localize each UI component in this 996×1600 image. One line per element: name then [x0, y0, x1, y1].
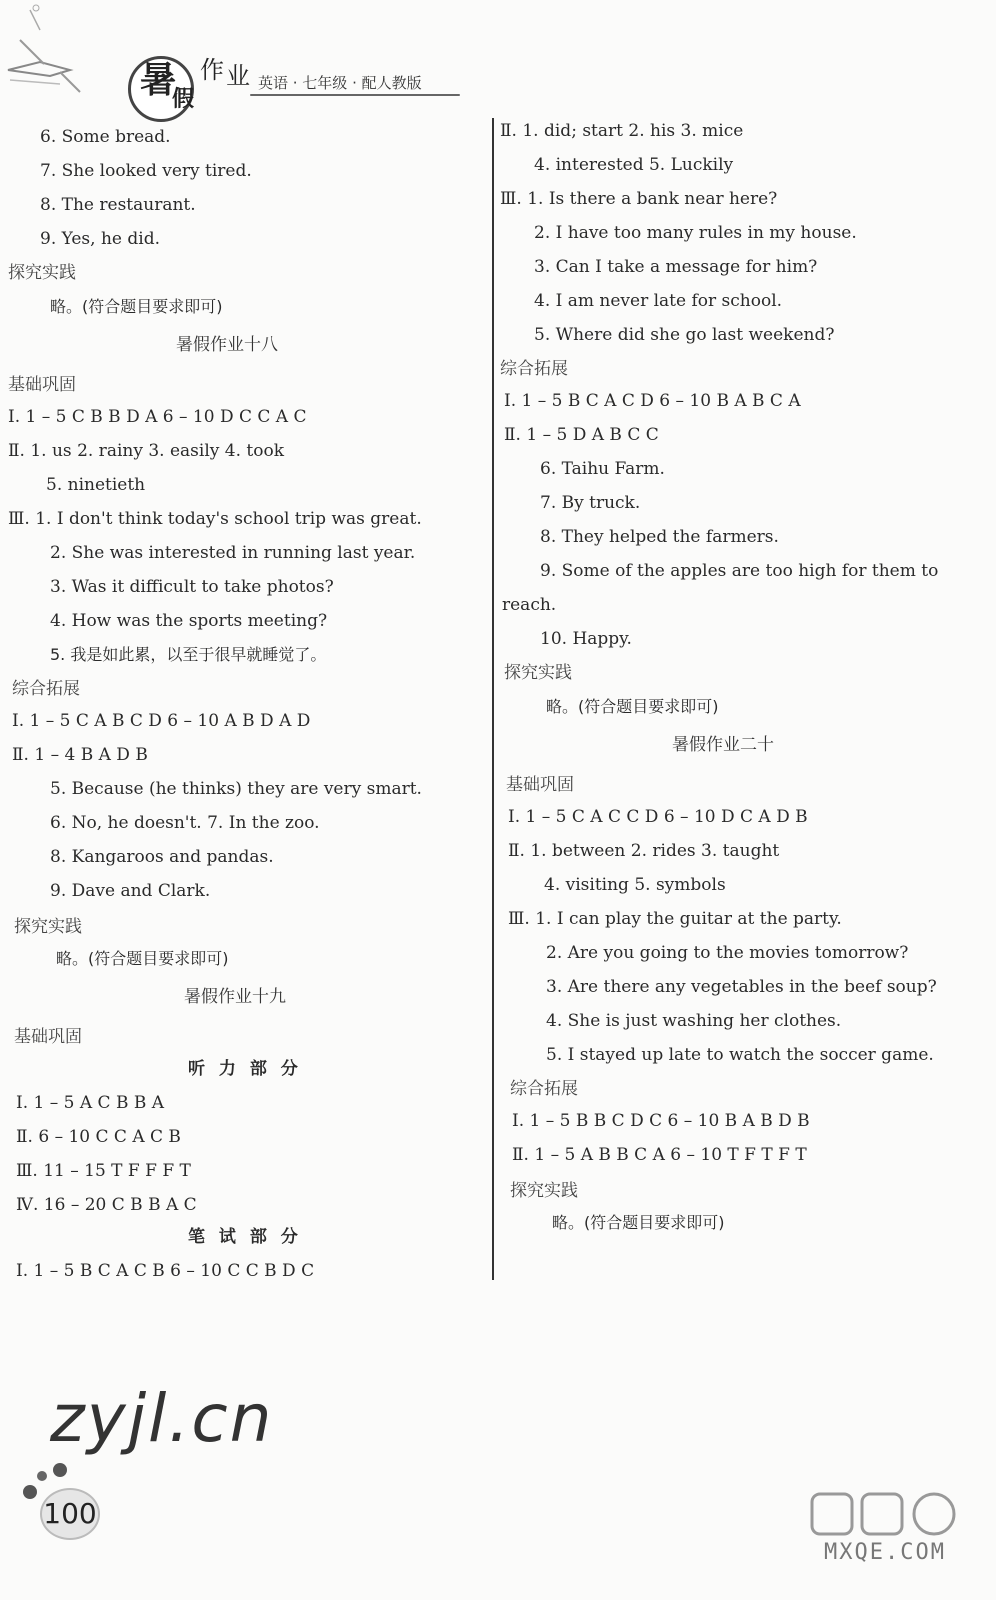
- answer-line: 5. 我是如此累，以至于很早就睡觉了。: [50, 645, 327, 664]
- answer-line: reach.: [502, 595, 557, 615]
- answer-line: Ⅱ. 1 – 5 A B B C A 6 – 10 T F T F T: [512, 1145, 807, 1165]
- logo-char-zuo: 作: [200, 56, 224, 84]
- assignment-title: 暑假作业十九: [184, 987, 286, 1007]
- logo-char-shu: 暑: [140, 59, 177, 101]
- answer-line: 2. I have too many rules in my house.: [534, 223, 857, 243]
- section-heading: 基础巩固: [8, 375, 76, 395]
- answer-line: Ⅲ. 11 – 15 T F F F T: [16, 1161, 191, 1181]
- answer-line: 5. I stayed up late to watch the soccer game.: [546, 1045, 934, 1065]
- column-divider: [492, 118, 494, 1280]
- assignment-title: 暑假作业十八: [176, 335, 278, 355]
- answer-line: 9. Yes, he did.: [40, 229, 160, 249]
- answer-line: Ⅲ. 1. I can play the guitar at the party.: [508, 909, 842, 929]
- part-heading: 听 力 部 分: [188, 1059, 302, 1079]
- answer-line: 略。(符合题目要求即可): [546, 697, 719, 716]
- answer-line: 2. Are you going to the movies tomorrow?: [546, 943, 909, 963]
- part-heading: 笔 试 部 分: [188, 1227, 302, 1247]
- answer-line: 8. The restaurant.: [40, 195, 196, 215]
- answer-line: Ⅱ. 1. between 2. rides 3. taught: [508, 841, 780, 861]
- header-subtitle: 英语 · 七年级 · 配人教版: [258, 74, 422, 92]
- section-heading: 探究实践: [8, 263, 76, 283]
- answer-line: Ⅰ. 1 – 5 B B C D C 6 – 10 B A B D B: [512, 1111, 810, 1131]
- answer-line: Ⅱ. 1 – 4 B A D B: [12, 745, 148, 765]
- answer-line: Ⅳ. 16 – 20 C B B A C: [16, 1195, 197, 1215]
- answer-line: 8. Kangaroos and pandas.: [50, 847, 274, 867]
- answer-line: Ⅰ. 1 – 5 C A B C D 6 – 10 A B D A D: [12, 711, 311, 731]
- section-heading: 探究实践: [14, 917, 82, 937]
- answer-line: 略。(符合题目要求即可): [56, 949, 229, 968]
- section-heading: 探究实践: [504, 663, 572, 683]
- answer-line: Ⅱ. 1 – 5 D A B C C: [504, 425, 659, 445]
- answer-line: 6. Taihu Farm.: [540, 459, 665, 479]
- section-heading: 基础巩固: [14, 1027, 82, 1047]
- answer-line: 3. Was it difficult to take photos?: [50, 577, 334, 597]
- answer-line: 略。(符合题目要求即可): [552, 1213, 725, 1232]
- answer-line: 4. She is just washing her clothes.: [546, 1011, 842, 1031]
- section-heading: 综合拓展: [500, 359, 568, 379]
- answer-line: 5. ninetieth: [46, 475, 146, 495]
- assignment-title: 暑假作业二十: [672, 735, 774, 755]
- section-heading: 基础巩固: [506, 775, 574, 795]
- answer-line: Ⅲ. 1. Is there a bank near here?: [500, 189, 778, 209]
- section-heading: 探究实践: [510, 1181, 578, 1201]
- answer-line: 7. She looked very tired.: [40, 161, 252, 181]
- answer-line: 6. No, he doesn't. 7. In the zoo.: [50, 813, 320, 833]
- answer-line: Ⅲ. 1. I don't think today's school trip was great.: [8, 509, 422, 529]
- answer-line: Ⅰ. 1 – 5 B C A C D 6 – 10 B A B C A: [504, 391, 801, 411]
- logo-char-ye: 业: [226, 62, 250, 90]
- section-heading: 综合拓展: [510, 1079, 578, 1099]
- answer-line: 5. Where did she go last weekend?: [534, 325, 835, 345]
- answer-line: 4. How was the sports meeting?: [50, 611, 328, 631]
- answer-line: 8. They helped the farmers.: [540, 527, 779, 547]
- answer-line: Ⅰ. 1 – 5 A C B B A: [16, 1093, 165, 1113]
- answer-line: 4. I am never late for school.: [534, 291, 783, 311]
- watermark-text: zyjl.cn: [50, 1380, 274, 1457]
- answer-line: 10. Happy.: [540, 629, 632, 649]
- corner-watermark-icon: [810, 1488, 960, 1538]
- section-heading: 综合拓展: [12, 679, 80, 699]
- header-rule: [250, 94, 460, 96]
- answer-line: 略。(符合题目要求即可): [50, 297, 223, 316]
- answer-line: 5. Because (he thinks) they are very smart.: [50, 779, 422, 799]
- grasshopper-logo-icon: [0, 0, 130, 120]
- answer-line: 2. She was interested in running last year.: [50, 543, 416, 563]
- answer-line: Ⅰ. 1 – 5 C B B D A 6 – 10 D C C A C: [8, 407, 307, 427]
- page-number: 100: [40, 1488, 100, 1540]
- answer-line: 3. Are there any vegetables in the beef soup?: [546, 977, 937, 997]
- answer-line: 9. Some of the apples are too high for them to: [540, 561, 939, 581]
- answer-line: Ⅰ. 1 – 5 C A C C D 6 – 10 D C A D B: [508, 807, 808, 827]
- page-header: [0, 0, 996, 120]
- answer-line: 7. By truck.: [540, 493, 641, 513]
- answer-line: 4. interested 5. Luckily: [534, 155, 734, 175]
- answer-line: 6. Some bread.: [40, 127, 171, 147]
- answer-line: Ⅱ. 1. us 2. rainy 3. easily 4. took: [8, 441, 284, 461]
- answer-line: Ⅱ. 6 – 10 C C A C B: [16, 1127, 181, 1147]
- corner-watermark-text: MXQE.COM: [824, 1540, 946, 1565]
- logo-char-jia: 假: [172, 86, 195, 112]
- answer-line: Ⅰ. 1 – 5 B C A C B 6 – 10 C C B D C: [16, 1261, 315, 1281]
- answer-line: Ⅱ. 1. did; start 2. his 3. mice: [500, 121, 744, 141]
- answer-line: 9. Dave and Clark.: [50, 881, 211, 901]
- answer-line: 3. Can I take a message for him?: [534, 257, 818, 277]
- answer-line: 4. visiting 5. symbols: [544, 875, 726, 895]
